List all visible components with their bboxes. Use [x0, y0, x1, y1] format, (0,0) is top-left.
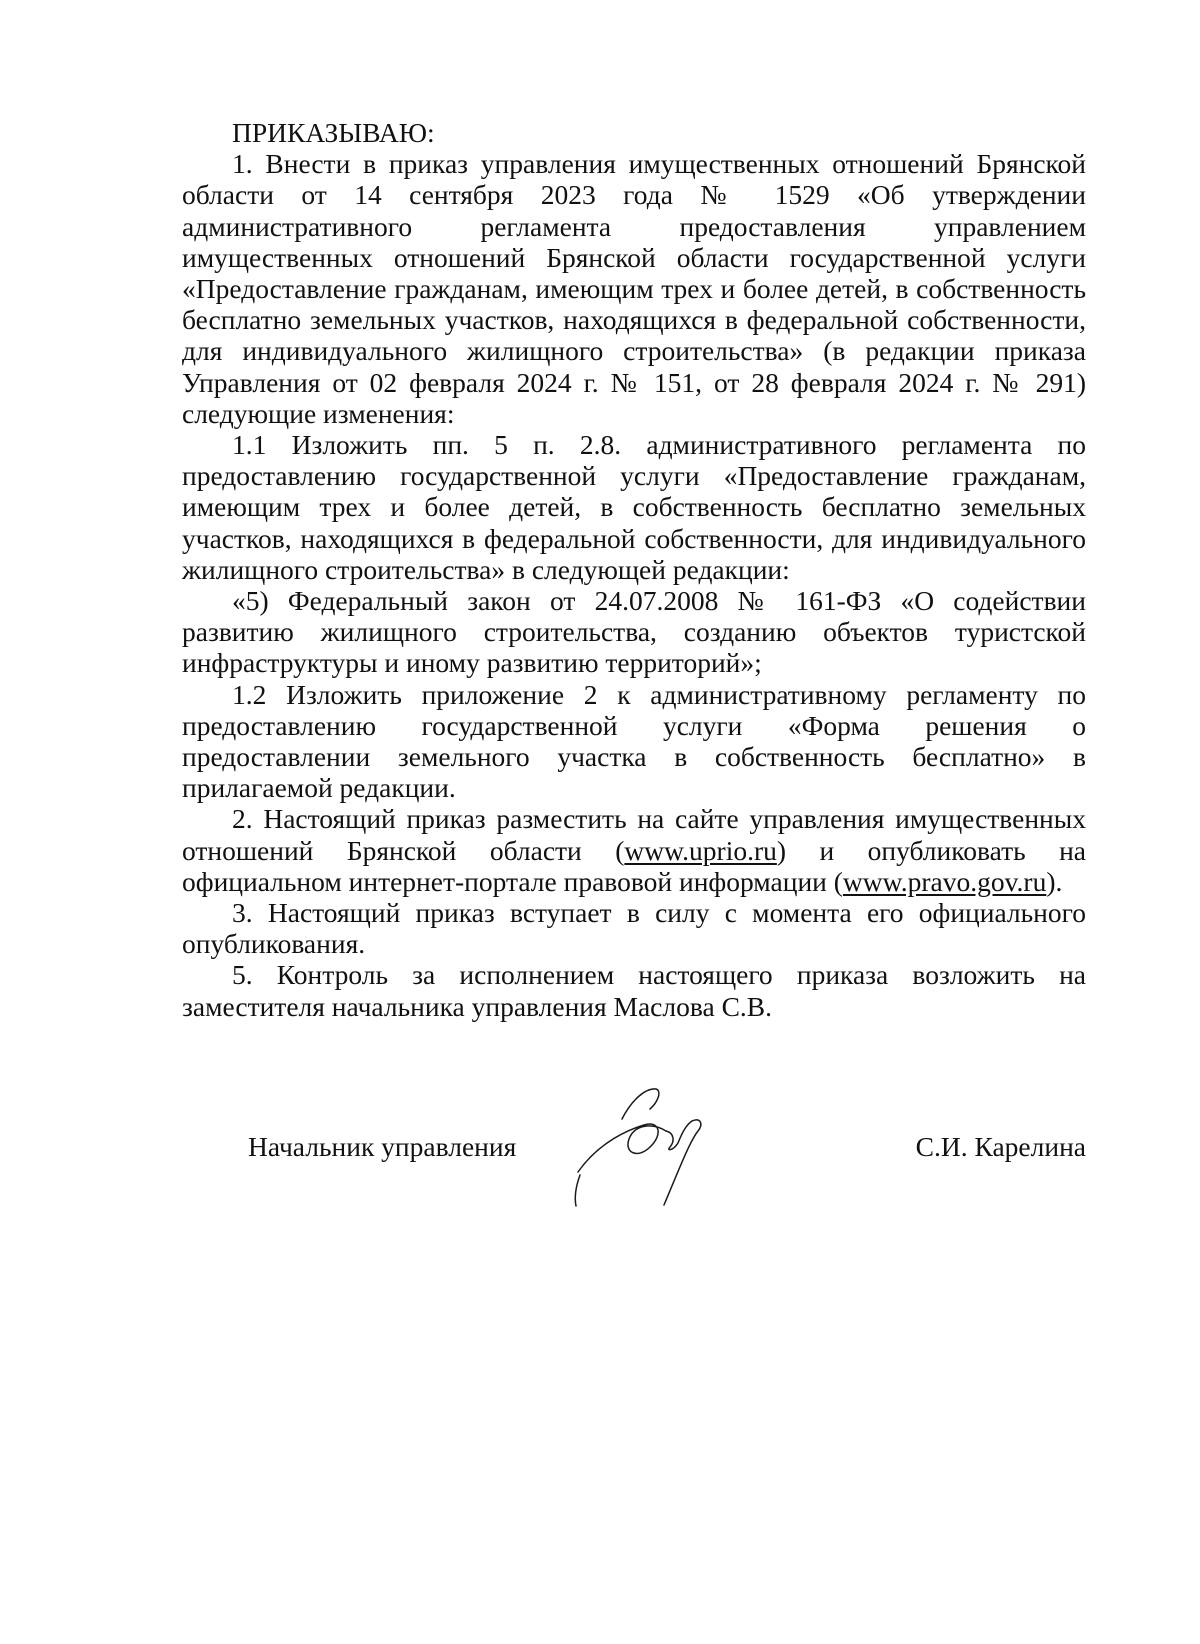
signature-main-loop [578, 1124, 666, 1172]
uprio-link[interactable]: www.uprio.ru [624, 834, 777, 866]
order-item-1-1: 1.1 Изложить пп. 5 п. 2.8. административного регламента по предоставлению государственной услуги «Предоставление гражданам, имеющим трех и более детей, в собственность бесплатно земельных участков, находящихся в федеральной собственности, для индивидуального жилищного строительства» в следующей редакции: [182, 429, 1086, 585]
signature-top-curl [622, 1089, 659, 1119]
signer-position: Начальник управления [248, 1131, 517, 1162]
signature-lower-stroke [575, 1175, 580, 1206]
order-heading: ПРИКАЗЫВАЮ: [232, 117, 435, 148]
handwritten-signature [570, 1075, 730, 1210]
signature-letter-stroke [666, 1121, 692, 1150]
order-item-3: 3. Настоящий приказ вступает в силу с момента его официального опубликования. [182, 897, 1086, 960]
order-item-1-2: 1.2 Изложить приложение 2 к административному регламенту по предоставлению государственной услуги «Форма решения о предоставлении земельного участка в собственность бесплатно» в прилагаемой редакции. [182, 678, 1086, 804]
order-item-2 [182, 803, 1086, 897]
signer-name: С.И. Карелина [915, 1131, 1086, 1162]
order-item-2-text-end: ). [1046, 865, 1063, 897]
order-item-2-text-start: 2. Настоящий приказ разместить на сайте управления имущественных отношений Брянской области ( [182, 803, 1086, 866]
order-item-1-1-quote: «5) Федеральный закон от 24.07.2008 № 161-ФЗ «О содействии развитию жилищного строительства, созданию объектов туристской инфраструктуры и иному развитию территорий»; [182, 585, 1086, 679]
order-item-1: 1. Внести в приказ управления имущественных отношений Брянской области от 14 сентября 2023 года № 1529 «Об утверждении административного регламента предоставления управлением имущественных отношений Брянской области государственной услуги «Предоставление гражданам, имеющим трех и более детей, в собственность бесплатно земельных участков, находящихся в федеральной собственности, для индивидуального жилищного строительства» (в редакции приказа Управления от 02 февраля 2024 г. № 151, от 28 февраля 2024 г. № 291) следующие изменения: [182, 148, 1086, 429]
pravo-link[interactable]: www.pravo.gov.ru [842, 865, 1047, 897]
order-item-2-text-middle: ) и опубликовать на официальном интернет-портале правовой информации ( [182, 834, 1086, 897]
order-body [182, 117, 1086, 1022]
order-item-5: 5. Контроль за исполнением настоящего приказа возложить на заместителя начальника управления Маслова С.В. [182, 959, 1086, 1022]
